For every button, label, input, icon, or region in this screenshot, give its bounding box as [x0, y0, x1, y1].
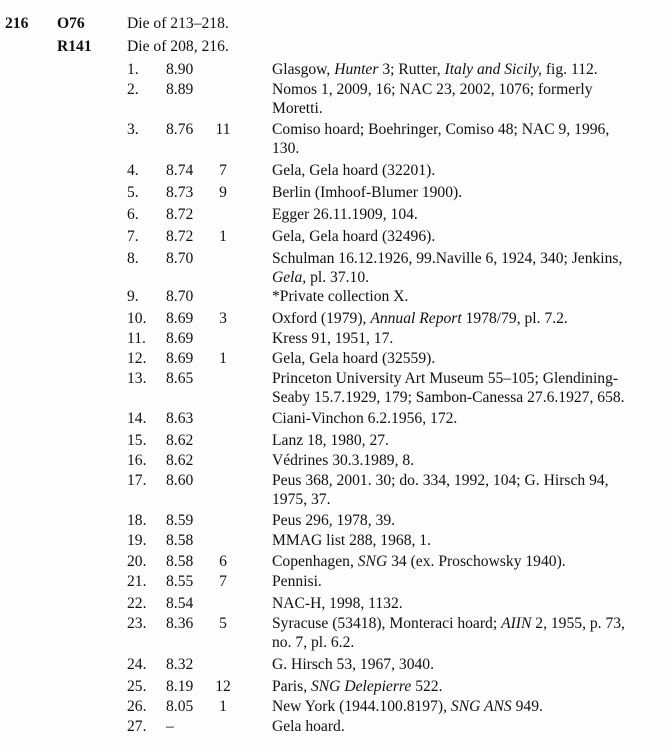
specimen-index: 14. [127, 410, 147, 427]
specimen-reference: Ciani-Vinchon 6.2.1956, 172. [272, 410, 458, 427]
specimen-axis: 1 [219, 228, 227, 245]
specimen-weight: 8.89 [166, 81, 194, 98]
specimen-index: 20. [127, 553, 147, 570]
specimen-index: 15. [127, 432, 147, 449]
specimen-weight: 8.62 [166, 432, 194, 449]
specimen-reference: Oxford (1979), Annual Report 1978/79, pl. 7.2. [272, 310, 568, 327]
specimen-weight: 8.19 [166, 678, 194, 695]
specimen-axis: 11 [215, 121, 231, 138]
specimen-index: 1. [127, 61, 139, 78]
specimen-weight: 8.76 [166, 121, 194, 138]
specimen-axis: 12 [215, 678, 231, 695]
specimen-reference: Paris, SNG Delepierre 522. [272, 678, 443, 695]
specimen-axis: 3 [219, 310, 227, 327]
specimen-weight: 8.60 [166, 472, 194, 489]
specimen-weight: 8.58 [166, 553, 194, 570]
specimen-weight: 8.70 [166, 250, 194, 267]
specimen-index: 27. [127, 718, 147, 735]
specimen-reference: Berlin (Imhoof-Blumer 1900). [272, 184, 463, 201]
specimen-reference: Syracuse (53418), Monteraci hoard; AIIN 2, 1955, p. 73, no. 7, pl. 6.2. [272, 615, 625, 652]
specimen-weight: 8.72 [166, 228, 194, 245]
specimen-weight: 8.36 [166, 615, 194, 632]
specimen-reference: Glasgow, Hunter 3; Rutter, Italy and Sicily, fig. 112. [272, 61, 598, 78]
specimen-reference: Védrines 30.3.1989, 8. [272, 452, 415, 469]
specimen-index: 16. [127, 452, 147, 469]
specimen-weight: 8.72 [166, 206, 194, 223]
reverse-header [0, 37, 665, 57]
specimen-reference: Gela, Gela hoard (32559). [272, 350, 436, 367]
obverse-die-text: Die of 213–218. [127, 15, 229, 32]
specimen-index: 17. [127, 472, 147, 489]
specimen-index: 4. [127, 162, 139, 179]
specimen-reference: *Private collection X. [272, 288, 409, 305]
specimen-reference: Kress 91, 1951, 17. [272, 330, 394, 347]
specimen-weight: 8.54 [166, 595, 194, 612]
entry-number: 216 [5, 15, 29, 32]
specimen-axis: 9 [219, 184, 227, 201]
specimen-index: 10. [127, 310, 147, 327]
specimen-weight: 8.63 [166, 410, 194, 427]
specimen-weight: 8.69 [166, 330, 194, 347]
specimen-weight: 8.59 [166, 512, 194, 529]
specimen-weight: 8.69 [166, 310, 194, 327]
specimen-index: 24. [127, 656, 147, 673]
specimen-reference: Peus 368, 2001. 30; do. 334, 1992, 104; G. Hirsch 94, 1975, 37. [272, 472, 609, 509]
specimen-axis: 1 [219, 350, 227, 367]
specimen-index: 25. [127, 678, 147, 695]
specimen-reference: New York (1944.100.8197), SNG ANS 949. [272, 698, 543, 715]
specimen-weight: 8.73 [166, 184, 194, 201]
specimen-weight: 8.90 [166, 61, 194, 78]
specimen-index: 26. [127, 698, 147, 715]
specimen-weight: 8.58 [166, 532, 194, 549]
specimen-reference: Peus 296, 1978, 39. [272, 512, 396, 529]
specimen-reference: Comiso hoard; Boehringer, Comiso 48; NAC 9, 1996, 130. [272, 121, 610, 158]
specimen-reference: Schulman 16.12.1926, 99.Naville 6, 1924, 340; Jenkins, Gela, pl. 37.10. [272, 250, 623, 287]
specimen-index: 19. [127, 532, 147, 549]
specimen-reference: Nomos 1, 2009, 16; NAC 23, 2002, 1076; formerly Moretti. [272, 81, 593, 118]
specimen-weight: 8.05 [166, 698, 194, 715]
specimen-index: 11. [127, 330, 146, 347]
specimen-axis: 5 [219, 615, 227, 632]
specimen-reference: Princeton University Art Museum 55–105; Glendining- Seaby 15.7.1929, 179; Sambon-Canessa 27.6.1927, 658. [272, 370, 625, 407]
specimen-index: 2. [127, 81, 139, 98]
specimen-weight: 8.65 [166, 370, 194, 387]
specimen-weight: 8.70 [166, 288, 194, 305]
reverse-die-text: Die of 208, 216. [127, 38, 229, 55]
specimen-axis: 1 [219, 698, 227, 715]
specimen-reference: Gela, Gela hoard (32496). [272, 228, 436, 245]
specimen-index: 18. [127, 512, 147, 529]
specimen-weight: – [166, 718, 174, 735]
specimen-reference: NAC-H, 1998, 1132. [272, 595, 403, 612]
specimen-index: 7. [127, 228, 139, 245]
specimen-reference: Gela, Gela hoard (32201). [272, 162, 436, 179]
specimen-reference: Lanz 18, 1980, 27. [272, 432, 389, 449]
specimen-reference: MMAG list 288, 1968, 1. [272, 532, 431, 549]
specimen-index: 21. [127, 573, 147, 590]
specimen-reference: Gela hoard. [272, 718, 345, 735]
specimen-index: 5. [127, 184, 139, 201]
specimen-reference: Pennisi. [272, 573, 322, 590]
specimen-weight: 8.69 [166, 350, 194, 367]
specimen-reference: G. Hirsch 53, 1967, 3040. [272, 656, 434, 673]
specimen-weight: 8.62 [166, 452, 194, 469]
specimen-reference: Copenhagen, SNG 34 (ex. Proschowsky 1940). [272, 553, 566, 570]
specimen-weight: 8.55 [166, 573, 194, 590]
specimen-index: 12. [127, 350, 147, 367]
obverse-header [0, 14, 665, 34]
specimen-index: 23. [127, 615, 147, 632]
specimen-axis: 7 [219, 573, 227, 590]
specimen-index: 6. [127, 206, 139, 223]
specimen-weight: 8.74 [166, 162, 194, 179]
reverse-die: R141 [57, 38, 92, 55]
specimen-weight: 8.32 [166, 656, 194, 673]
specimen-index: 13. [127, 370, 147, 387]
obverse-die: O76 [57, 15, 85, 32]
specimen-axis: 6 [219, 553, 227, 570]
specimen-axis: 7 [219, 162, 227, 179]
specimen-index: 8. [127, 250, 139, 267]
specimen-index: 22. [127, 595, 147, 612]
specimen-reference: Egger 26.11.1909, 104. [272, 206, 418, 223]
specimen-index: 3. [127, 121, 139, 138]
specimen-index: 9. [127, 288, 139, 305]
